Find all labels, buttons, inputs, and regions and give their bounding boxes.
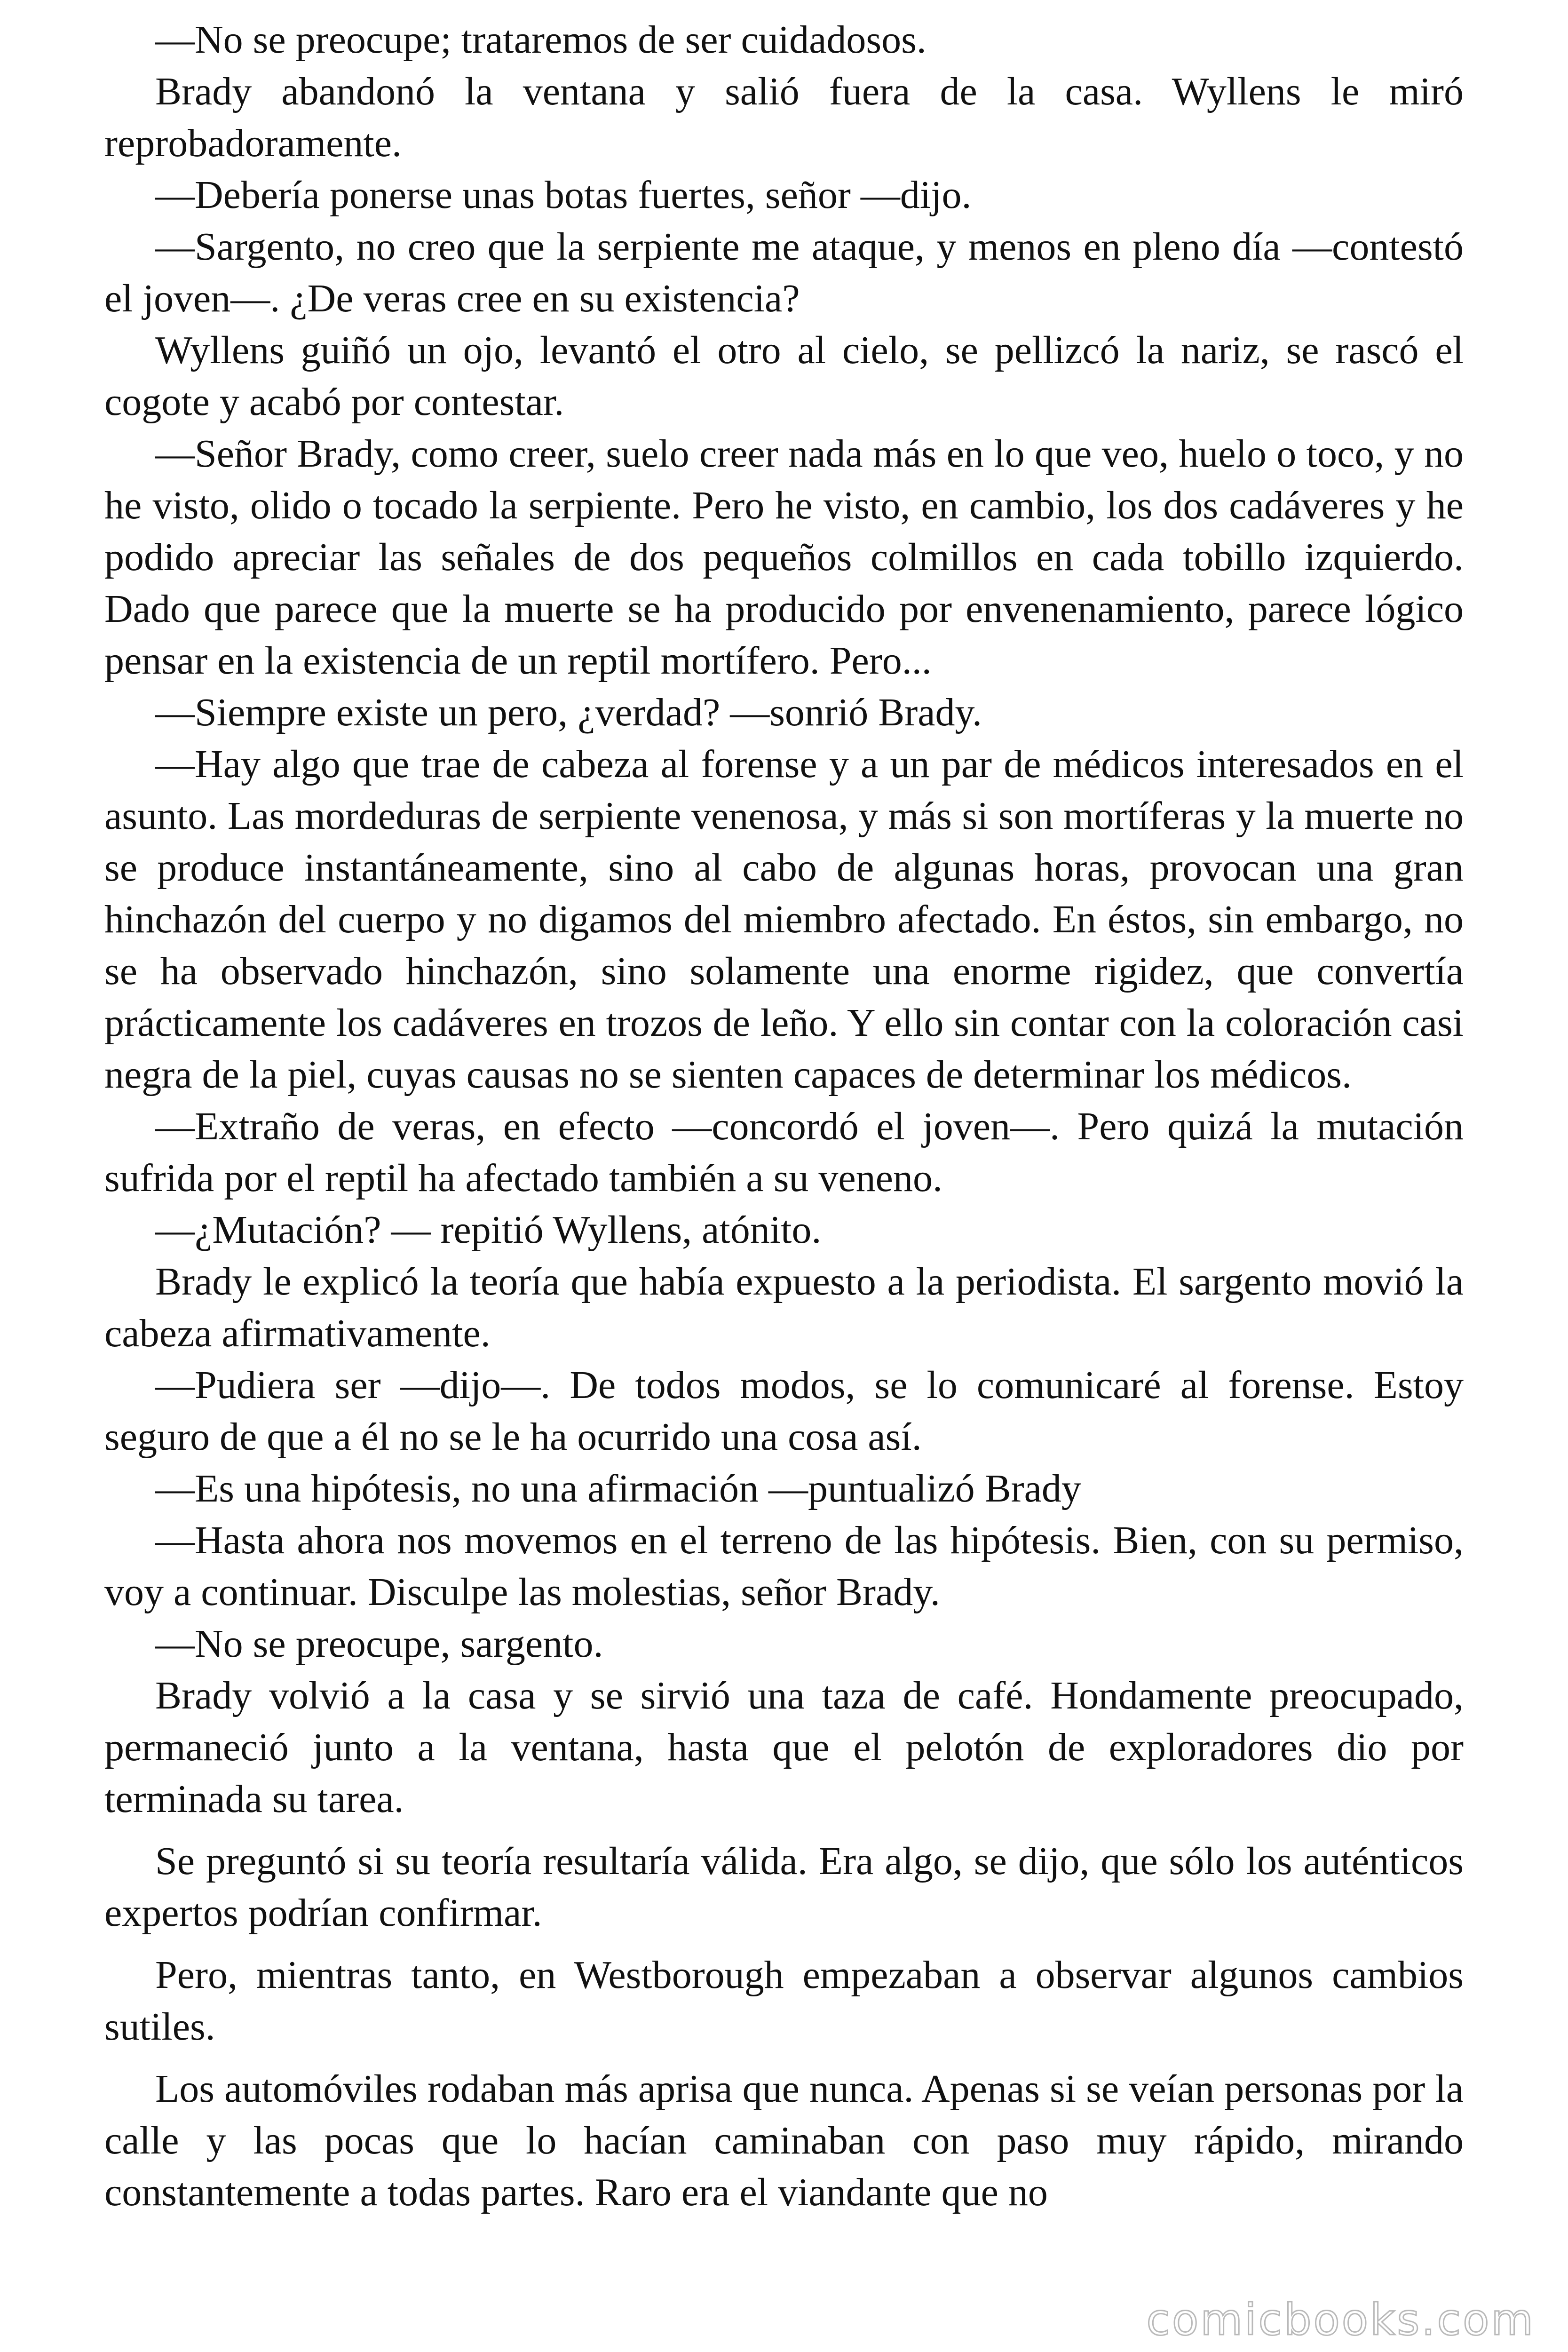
- paragraph: Brady le explicó la teoría que había expuesto a la periodista. El sargento movió la cabeza afirmativamente.: [104, 1260, 1464, 1355]
- paragraph: Se preguntó si su teoría resultaría válida. Era algo, se dijo, que sólo los auténticos expertos podrían confirmar.: [104, 1839, 1464, 1935]
- paragraph: —¿Mutación? — repitió Wyllens, atónito.: [155, 1208, 822, 1252]
- paragraph: Los automóviles rodaban más aprisa que nunca. Apenas si se veían personas por la calle y las pocas que lo hacían caminaban con paso muy rápido, mirando constantemente a todas partes. Raro era el viandante que no: [104, 2067, 1464, 2214]
- paragraph: —Hasta ahora nos movemos en el terreno de las hipótesis. Bien, con su permiso, voy a continuar. Disculpe las molestias, señor Brady.: [104, 1518, 1464, 1614]
- paragraph: —Extraño de veras, en efecto —concordó el joven—. Pero quizá la mutación sufrida por el reptil ha afectado también a su veneno.: [104, 1104, 1464, 1200]
- book-page: [104, 14, 1464, 2218]
- paragraph: —Hay algo que trae de cabeza al forense y a un par de médicos interesados en el asunto. Las mordeduras de serpiente venenosa, y más si son mortíferas y la muerte no se produce instantáneamente, sino al cabo de algunas horas, provocan una gran hinchazón del cuerpo y no digamos del miembro afectado. En éstos, sin embargo, no se ha observado hinchazón, sino solamente una enorme rigidez, que convertía prácticamente los cadáveres en trozos de leño. Y ello sin contar con la coloración casi negra de la piel, cuyas causas no se sienten capaces de determinar los médicos.: [104, 742, 1464, 1097]
- paragraph: —Sargento, no creo que la serpiente me ataque, y menos en pleno día —contestó el joven—. ¿De veras cree en su existencia?: [104, 225, 1464, 320]
- paragraph: —Es una hipótesis, no una afirmación —puntualizó Brady: [155, 1467, 1081, 1510]
- paragraph: Wyllens guiñó un ojo, levantó el otro al cielo, se pellizcó la nariz, se rascó el cogote y acabó por contestar.: [104, 328, 1464, 424]
- paragraph: —Señor Brady, como creer, suelo creer nada más en lo que veo, huelo o toco, y no he visto, olido o tocado la serpiente. Pero he visto, en cambio, los dos cadáveres y he podido apreciar las señales de dos pequeños colmillos en cada tobillo izquierdo. Dado que parece que la muerte se ha producido por envenenamiento, parece lógico pensar en la existencia de un reptil mortífero. Pero...: [104, 432, 1464, 683]
- paragraph: —No se preocupe, sargento.: [155, 1622, 603, 1666]
- paragraph: Pero, mientras tanto, en Westborough empezaban a observar algunos cambios sutiles.: [104, 1953, 1464, 2049]
- paragraph: —Debería ponerse unas botas fuertes, señor —dijo.: [155, 173, 972, 217]
- paragraph: Brady volvió a la casa y se sirvió una taza de café. Hondamente preocupado, permaneció junto a la ventana, hasta que el pelotón de exploradores dio por terminada su tarea.: [104, 1674, 1464, 1821]
- paragraph: Brady abandonó la ventana y salió fuera de la casa. Wyllens le miró reprobadoramente.: [104, 70, 1464, 165]
- paragraph: —Pudiera ser —dijo—. De todos modos, se lo comunicaré al forense. Estoy seguro de que a él no se le ha ocurrido una cosa así.: [104, 1363, 1464, 1459]
- paragraph: —Siempre existe un pero, ¿verdad? —sonrió Brady.: [155, 691, 982, 734]
- paragraph: —No se preocupe; trataremos de ser cuidadosos.: [155, 18, 927, 62]
- watermark: comicbooks.com: [1146, 2295, 1535, 2345]
